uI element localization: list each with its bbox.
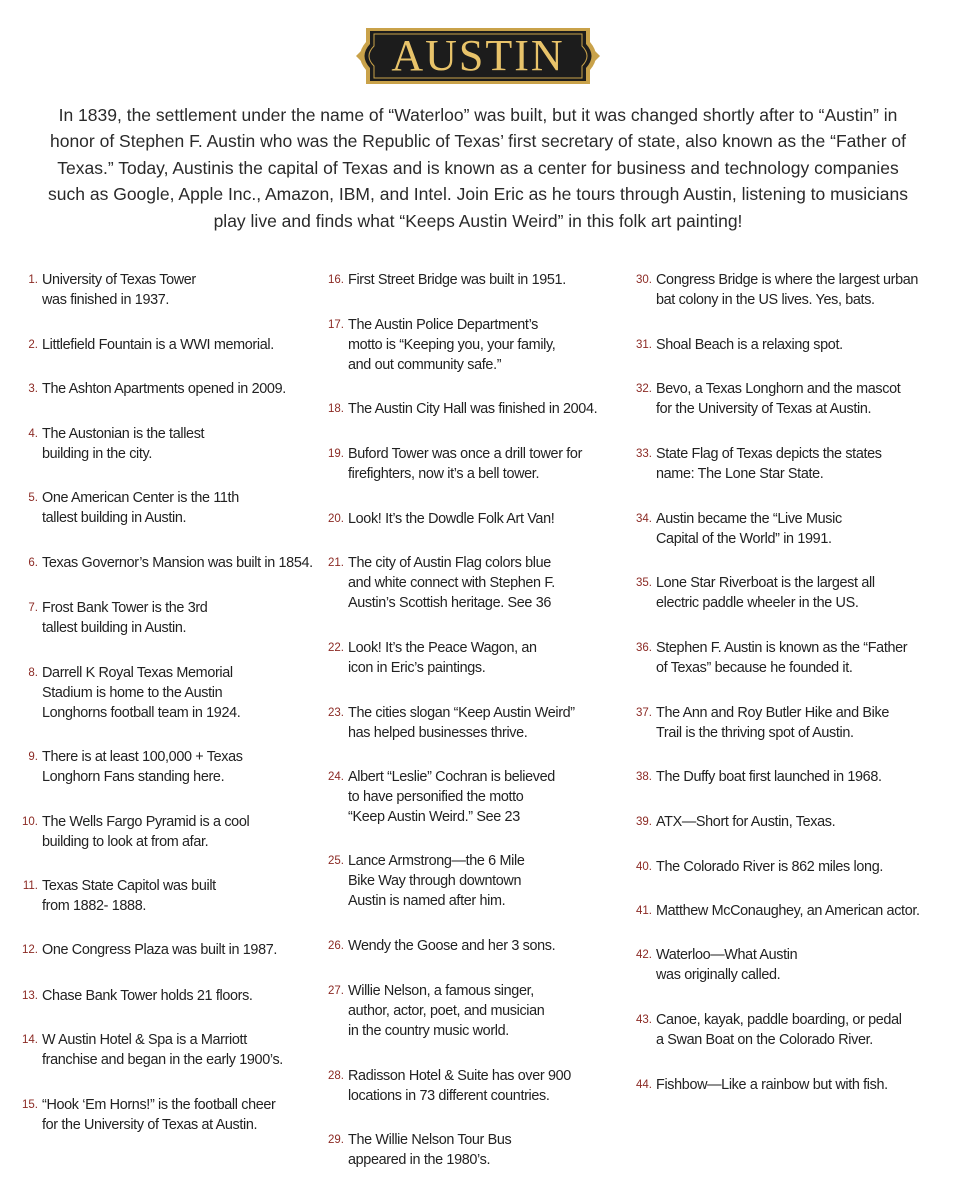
fact-number: 44. — [636, 1079, 652, 1091]
fact-item — [636, 638, 936, 678]
fact-item — [22, 488, 322, 528]
fact-number: 22. — [328, 642, 344, 654]
fact-number: 36. — [636, 642, 652, 654]
fact-text: Chase Bank Tower holds 21 floors. — [42, 988, 253, 1004]
fact-text: The Austin City Hall was finished in 2004. — [348, 401, 598, 417]
fact-item — [328, 767, 628, 827]
fact-text: Darrell K Royal Texas Memorial Stadium is home to the Austin Longhorns football team in 1924. — [42, 665, 241, 721]
fact-text: Waterloo—What Austin was originally called. — [656, 947, 798, 983]
fact-item — [636, 573, 936, 613]
fact-item — [22, 940, 322, 960]
fact-item — [328, 703, 628, 743]
fact-item — [328, 399, 628, 419]
fact-number: 20. — [328, 513, 344, 525]
fact-text: Frost Bank Tower is the 3rd tallest building in Austin. — [42, 600, 208, 636]
fact-item — [328, 936, 628, 956]
fact-text: The Austonian is the tallest building in the city. — [42, 426, 205, 462]
fact-item — [22, 1095, 322, 1135]
fact-item — [636, 945, 936, 985]
fact-text: First Street Bridge was built in 1951. — [348, 272, 566, 288]
fact-text: Austin became the “Live Music Capital of the World” in 1991. — [656, 511, 842, 547]
fact-item — [328, 444, 628, 484]
fact-item — [636, 1075, 936, 1095]
fact-number: 43. — [636, 1014, 652, 1026]
fact-item — [636, 335, 936, 355]
fact-number: 25. — [328, 855, 344, 867]
fact-text: Shoal Beach is a relaxing spot. — [656, 337, 843, 353]
fact-text: Lone Star Riverboat is the largest all electric paddle wheeler in the US. — [656, 575, 875, 611]
fact-item — [22, 335, 322, 355]
fact-item — [328, 851, 628, 911]
fact-text: Matthew McConaughey, an American actor. — [656, 903, 920, 919]
fact-number: 1. — [28, 274, 38, 286]
fact-number: 34. — [636, 513, 652, 525]
fact-item — [22, 876, 322, 916]
fact-number: 13. — [22, 990, 38, 1002]
fact-text: The cities slogan “Keep Austin Weird” has helped businesses thrive. — [348, 705, 575, 741]
fact-text: The Austin Police Department’s motto is “Keeping you, your family, and out community safe.” — [348, 317, 556, 373]
fact-number: 18. — [328, 403, 344, 415]
fact-text: Congress Bridge is where the largest urban bat colony in the US lives. Yes, bats. — [656, 272, 919, 308]
fact-number: 7. — [28, 602, 38, 614]
fact-item — [636, 270, 936, 310]
fact-item — [22, 553, 322, 573]
fact-number: 14. — [22, 1034, 38, 1046]
fact-number: 28. — [328, 1070, 344, 1082]
fact-number: 40. — [636, 861, 652, 873]
fact-number: 15. — [22, 1099, 38, 1111]
fact-item — [636, 444, 936, 484]
fact-item — [636, 509, 936, 549]
fact-text: ATX—Short for Austin, Texas. — [656, 814, 836, 830]
fact-item — [636, 901, 936, 921]
fact-number: 10. — [22, 816, 38, 828]
fact-number: 39. — [636, 816, 652, 828]
fact-text: The Colorado River is 862 miles long. — [656, 859, 884, 875]
fact-number: 37. — [636, 707, 652, 719]
fact-text: Buford Tower was once a drill tower for firefighters, now it’s a bell tower. — [348, 446, 583, 482]
title-banner — [0, 26, 956, 86]
fact-text: Willie Nelson, a famous singer, author, actor, poet, and musician in the country music world. — [348, 983, 545, 1039]
fact-text: W Austin Hotel & Spa is a Marriott franchise and began in the early 1900’s. — [42, 1032, 283, 1068]
fact-item — [22, 1030, 322, 1070]
fact-text: “Hook ‘Em Horns!” is the football cheer for the University of Texas at Austin. — [42, 1097, 276, 1133]
fact-text: The Duffy boat first launched in 1968. — [656, 769, 882, 785]
fact-item — [22, 379, 322, 399]
fact-text: Stephen F. Austin is known as the “Father of Texas” because he founded it. — [656, 640, 908, 676]
fact-item — [328, 638, 628, 678]
fact-number: 33. — [636, 448, 652, 460]
fact-number: 35. — [636, 577, 652, 589]
fact-number: 6. — [28, 557, 38, 569]
fact-item — [328, 270, 628, 290]
fact-number: 29. — [328, 1134, 344, 1146]
fact-text: The Willie Nelson Tour Bus appeared in the 1980’s. — [348, 1132, 512, 1168]
fact-text: Radisson Hotel & Suite has over 900 locations in 73 different countries. — [348, 1068, 571, 1104]
fact-text: Texas State Capitol was built from 1882- 1888. — [42, 878, 216, 914]
fact-text: State Flag of Texas depicts the states name: The Lone Star State. — [656, 446, 882, 482]
fact-number: 30. — [636, 274, 652, 286]
fact-text: Lance Armstrong—the 6 Mile Bike Way through downtown Austin is named after him. — [348, 853, 525, 909]
fact-text: Littlefield Fountain is a WWI memorial. — [42, 337, 274, 353]
fact-number: 42. — [636, 949, 652, 961]
fact-number: 26. — [328, 940, 344, 952]
fact-text: Look! It’s the Dowdle Folk Art Van! — [348, 511, 555, 527]
fact-number: 41. — [636, 905, 652, 917]
fact-text: Bevo, a Texas Longhorn and the mascot for the University of Texas at Austin. — [656, 381, 901, 417]
fact-text: There is at least 100,000 + Texas Longhorn Fans standing here. — [42, 749, 243, 785]
fact-number: 11. — [22, 880, 38, 892]
fact-number: 24. — [328, 771, 344, 783]
fact-text: Wendy the Goose and her 3 sons. — [348, 938, 556, 954]
fact-item — [22, 663, 322, 723]
fact-number: 17. — [328, 319, 344, 331]
fact-item — [328, 509, 628, 529]
fact-text: Canoe, kayak, paddle boarding, or pedal a Swan Boat on the Colorado River. — [656, 1012, 902, 1048]
fact-text: The city of Austin Flag colors blue and white connect with Stephen F. Austin’s Scottish heritage. See 36 — [348, 555, 555, 611]
fact-item — [636, 1010, 936, 1050]
fact-text: Albert “Leslie” Cochran is believed to have personified the motto “Keep Austin Weird.” See 23 — [348, 769, 555, 825]
fact-text: Look! It’s the Peace Wagon, an icon in Eric’s paintings. — [348, 640, 537, 676]
fact-number: 2. — [28, 339, 38, 351]
fact-item — [328, 1066, 628, 1106]
fact-number: 5. — [28, 492, 38, 504]
page-title: AUSTIN — [391, 31, 565, 80]
fact-item — [636, 379, 936, 419]
fact-item — [22, 598, 322, 638]
fact-number: 19. — [328, 448, 344, 460]
fact-item — [636, 767, 936, 787]
fact-number: 32. — [636, 383, 652, 395]
fact-item — [328, 553, 628, 613]
fact-item — [636, 812, 936, 832]
fact-text: One Congress Plaza was built in 1987. — [42, 942, 278, 958]
fact-text: The Wells Fargo Pyramid is a cool building to look at from afar. — [42, 814, 250, 850]
fact-text: University of Texas Tower was finished in 1937. — [42, 272, 196, 308]
fact-number: 3. — [28, 383, 38, 395]
fact-text: Texas Governor’s Mansion was built in 1854. — [42, 555, 313, 571]
fact-item — [22, 747, 322, 787]
fact-text: Fishbow—Like a rainbow but with fish. — [656, 1077, 888, 1093]
fact-number: 8. — [28, 667, 38, 679]
fact-item — [636, 857, 936, 877]
fact-number: 21. — [328, 557, 344, 569]
fact-item — [328, 981, 628, 1041]
fact-number: 12. — [22, 944, 38, 956]
fact-text: The Ann and Roy Butler Hike and Bike Trail is the thriving spot of Austin. — [656, 705, 889, 741]
fact-number: 31. — [636, 339, 652, 351]
fact-number: 16. — [328, 274, 344, 286]
fact-item — [22, 270, 322, 310]
fact-number: 38. — [636, 771, 652, 783]
fact-item — [22, 986, 322, 1006]
fact-number: 23. — [328, 707, 344, 719]
fact-number: 9. — [28, 751, 38, 763]
fact-item — [636, 703, 936, 743]
fact-item — [328, 1130, 628, 1170]
fact-item — [22, 812, 322, 852]
fact-item — [22, 424, 322, 464]
fact-item — [328, 315, 628, 375]
fact-text: One American Center is the 11th tallest building in Austin. — [42, 490, 239, 526]
fact-number: 4. — [28, 428, 38, 440]
fact-text: The Ashton Apartments opened in 2009. — [42, 381, 286, 397]
intro-paragraph: In 1839, the settlement under the name of “Waterloo” was built, but it was changed shortly after to “Austin” in honor of Stephen F. Austin who was the Republic of Texas’ first secretary of state, also known as the “Father of Texas.” Today, Austinis the capital of Texas and is known as a center for business and technology companies such as Google, Apple Inc., Amazon, IBM, and Intel. Join Eric as he tours through Austin, listening to musicians play live and finds what “Keeps Austin Weird” in this folk art painting! — [48, 105, 908, 231]
fact-number: 27. — [328, 985, 344, 997]
